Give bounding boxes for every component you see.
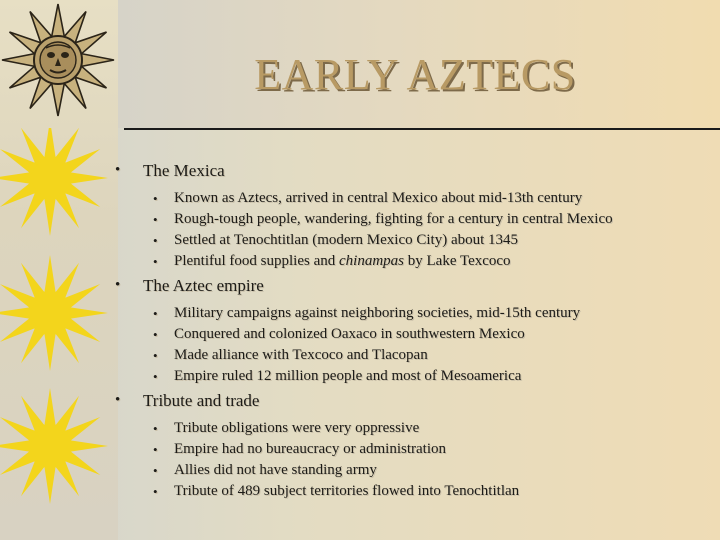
aztec-sun-face-icon (0, 0, 118, 122)
bullet-icon: • (153, 212, 158, 227)
list-item: • Settled at Tenochtitlan (modern Mexico City) about 1345 (153, 232, 519, 248)
bullet-icon: • (115, 162, 121, 178)
list-item: • Made alliance with Texcoco and Tlacopan (153, 347, 428, 363)
yellow-sun-decor-icon (0, 128, 121, 540)
list-item: • Conquered and colonized Oaxaco in southwestern Mexico (153, 326, 525, 342)
chinampas-term: chinampas (339, 253, 404, 269)
bullet-icon: • (153, 442, 158, 457)
bullet-icon: • (153, 463, 158, 478)
list-item-text: Plentiful food supplies and chinampas by Lake Texcoco (174, 253, 511, 269)
list-item: • Tribute of 489 subject territories flowed into Tenochtitlan (153, 483, 520, 499)
bullet-icon: • (153, 484, 158, 499)
title-divider (124, 128, 720, 130)
section-heading: • The Mexica (115, 161, 225, 180)
bullet-icon: • (153, 233, 158, 248)
slide-title: EARLY AZTECS (254, 50, 576, 99)
bullet-icon: • (153, 327, 158, 342)
slide-content (112, 152, 712, 500)
section-heading: • Tribute and trade (115, 391, 260, 410)
bullet-icon: • (115, 277, 121, 293)
bullet-icon: • (153, 254, 158, 269)
list-item (112, 253, 712, 270)
bullet-icon: • (115, 392, 121, 408)
bullet-icon: • (153, 191, 158, 206)
section-heading: • The Aztec empire (115, 276, 264, 295)
list-item: • Empire ruled 12 million people and most of Mesoamerica (153, 368, 522, 384)
list-item: • Empire had no bureaucracy or administration (153, 441, 446, 457)
bullet-icon: • (153, 348, 158, 363)
list-item: • Tribute obligations were very oppressive (153, 420, 420, 436)
list-item: • Military campaigns against neighboring societies, mid-15th century (153, 305, 581, 321)
bullet-icon: • (153, 421, 158, 436)
bullet-icon: • (153, 369, 158, 384)
bullet-icon: • (153, 306, 158, 321)
list-item: • Known as Aztecs, arrived in central Mexico about mid-13th century (153, 190, 583, 206)
list-item: • Rough-tough people, wandering, fighting for a century in central Mexico (153, 211, 613, 227)
list-item: • Allies did not have standing army (153, 462, 377, 478)
